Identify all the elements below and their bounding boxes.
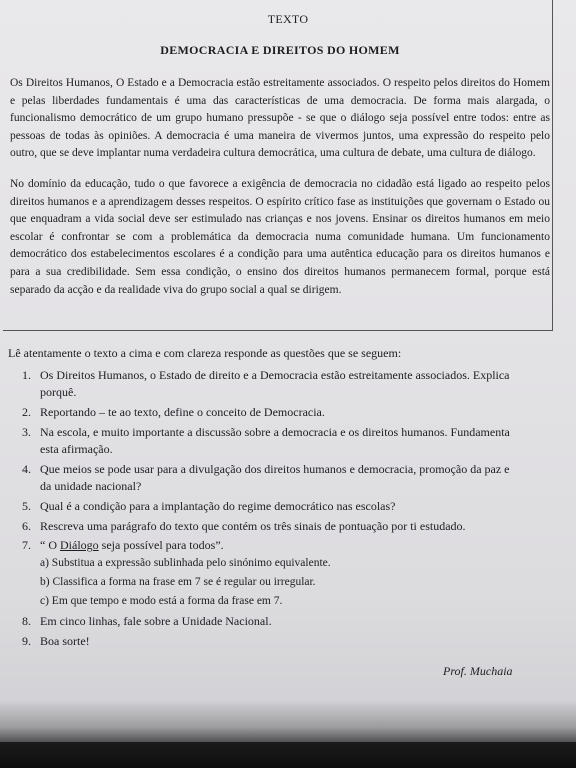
instructions: Lê atentamente o texto a cima e com clareza responde as questões que se seguem: (8, 346, 402, 360)
subquestion-item: a) Substitua a expressão sublinhada pelo sinónimo equivalente. (40, 556, 331, 569)
question-text: Que meios se pode usar para a divulgação dos direitos humanos e democracia, promoção da paz e da unidade nacional? (40, 461, 510, 493)
question-number: 6. (22, 518, 31, 533)
question-text: Qual é a condição para a implantação do regime democrático nas escolas? (40, 498, 396, 513)
question-item (22, 404, 522, 421)
question-number: 1. (22, 368, 31, 382)
question-text: Boa sorte! (40, 633, 90, 648)
subquestion-item: b) Classifica a forma na frase em 7 se é regular ou irregular. (40, 575, 316, 588)
subquestion-list (40, 555, 522, 611)
question-item (22, 633, 522, 650)
section-label: TEXTO (267, 12, 309, 26)
signature: Prof. Muchaia (443, 664, 513, 678)
question-text-before: “ O (40, 538, 60, 553)
question-item (22, 461, 522, 495)
question-list (22, 367, 522, 652)
text-paragraph-1: Os Direitos Humanos, O Estado e a Democracia estão estreitamente associados. O respeito pelos direitos do Homem e pelas liberdades fundamentais é uma das características de uma democracia. De forma mais alargada, o funcionalismo democrático de um grupo humano pressupõe - se que o diálogo seja possível entre todos: entre as pessoas de todas às opiniões. A democracia é uma maneira de vivermos juntos, uma expressão do respeito pelo outro, que se deve implantar numa verdadeira cultura democrática, uma cultura de debate, uma cultura de diálogo. (10, 77, 550, 160)
document-title: DEMOCRACIA E DIREITOS DO HOMEM (160, 43, 400, 57)
question-number: 5. (22, 498, 31, 513)
text-paragraph-2: No domínio da educação, tudo o que favorece a exigência de democracia no cidadão está ligado ao respeito pelos direitos humanos e a aprendizagem desses respeitos. O espírito crítico fase as instituições que governam o Estado ou que enquadram a vida social deve ser estimulado nas crianças e nos jovens. Ensinar os direitos humanos em meio escolar é confrontar se com a problemática da democracia numa comunidade humana. Um funcionamento democrático dos estabelecimentos escolares é a condição para uma autêntica educação para os direitos humanos e para a sua credibilidade. Sem essa condição, o ensino dos direitos humanos permanecem formal, porque está separado da acção e da realidade viva do grupo social a qual se dirigem. (10, 178, 550, 296)
question-number: 8. (22, 613, 31, 628)
question-text: Rescreva uma parágrafo do texto que contém os três sinais de pontuação por ti estudado. (40, 518, 466, 533)
question-text-after: seja possível para todos”. (98, 538, 224, 553)
question-text: Na escola, e muito importante a discussão sobre a democracia e os direitos humanos. Fundamenta esta afirmação. (40, 424, 510, 456)
question-text: Os Direitos Humanos, o Estado de direito e a Democracia estão estreitamente associados. Explica porquê. (40, 368, 510, 400)
question-item (22, 518, 522, 535)
question-number: 9. (22, 633, 31, 648)
underlined-word: Diálogo (60, 538, 99, 553)
question-item (22, 367, 522, 401)
question-text: Em cinco linhas, fale sobre a Unidade Nacional. (40, 613, 272, 628)
question-number: 4. (22, 461, 31, 476)
question-item (22, 424, 522, 458)
question-number: 2. (22, 405, 31, 419)
question-item (22, 537, 522, 610)
question-item (22, 613, 522, 630)
question-item (22, 498, 522, 515)
photo-shadow (0, 700, 576, 768)
question-text: Reportando – te ao texto, define o conceito de Democracia. (40, 405, 325, 419)
question-number: 7. (22, 538, 31, 553)
question-number: 3. (22, 424, 31, 439)
subquestion-item: c) Em que tempo e modo está a forma da frase em 7. (40, 595, 283, 607)
